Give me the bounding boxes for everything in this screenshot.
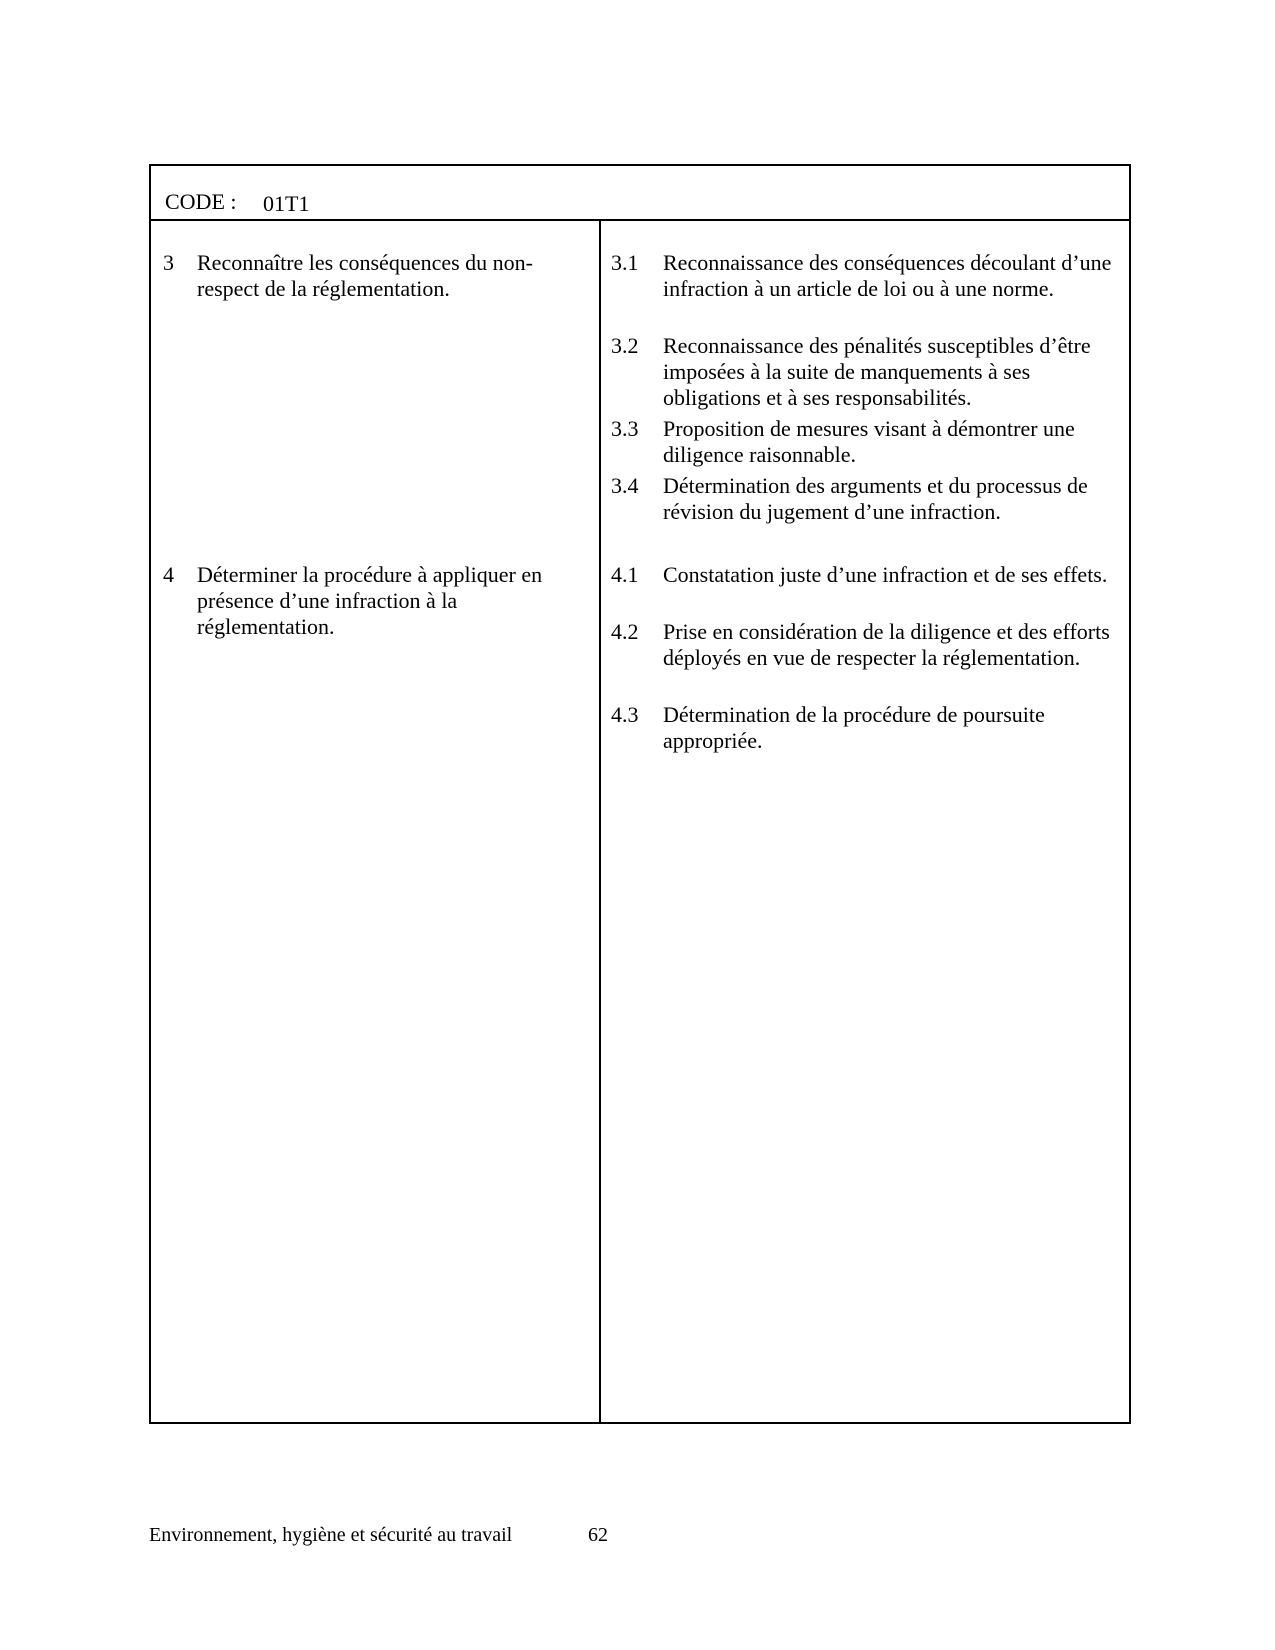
page-number: 62 [588,1524,608,1546]
criterion-text: Proposition de mesures visant à démontrer une diligence raisonnable. [663,416,1075,467]
criterion-text: Prise en considération de la diligence et des efforts déployés en vue de respecter la réglementation. [663,619,1110,670]
footer-title: Environnement, hygiène et sécurité au travail [149,1524,513,1546]
code-row [151,166,1129,221]
criterion-number: 4.2 [611,619,639,644]
criterion-text: Constatation juste d’une infraction et de ses effets. [663,562,1108,587]
criterion-number: 3.1 [611,250,639,275]
objective-text: Reconnaître les conséquences du non-respect de la réglementation. [197,250,533,301]
column-divider [599,219,601,1424]
criterion-text: Détermination des arguments et du processus de révision du jugement d’une infraction. [663,473,1088,524]
criterion-number: 3.2 [611,333,639,358]
objective-text: Déterminer la procédure à appliquer en présence d’une infraction à la réglementation. [197,562,543,639]
criterion-text: Reconnaissance des pénalités susceptibles d’être imposées à la suite de manquements à ses obligations et à ses responsabilités. [663,333,1091,410]
code-value: 01T1 [263,191,310,216]
objective-number: 4 [163,562,174,587]
competency-table [149,164,1131,1424]
criterion-text: Reconnaissance des conséquences découlant d’une infraction à un article de loi ou à une norme. [663,250,1112,301]
criterion-number: 4.3 [611,702,639,727]
code-label: CODE : [165,189,237,214]
objective-number: 3 [163,250,174,275]
criterion-number: 3.3 [611,416,639,441]
criterion-number: 4.1 [611,562,639,587]
criterion-number: 3.4 [611,473,639,498]
criterion-text: Détermination de la procédure de poursuite appropriée. [663,702,1045,753]
